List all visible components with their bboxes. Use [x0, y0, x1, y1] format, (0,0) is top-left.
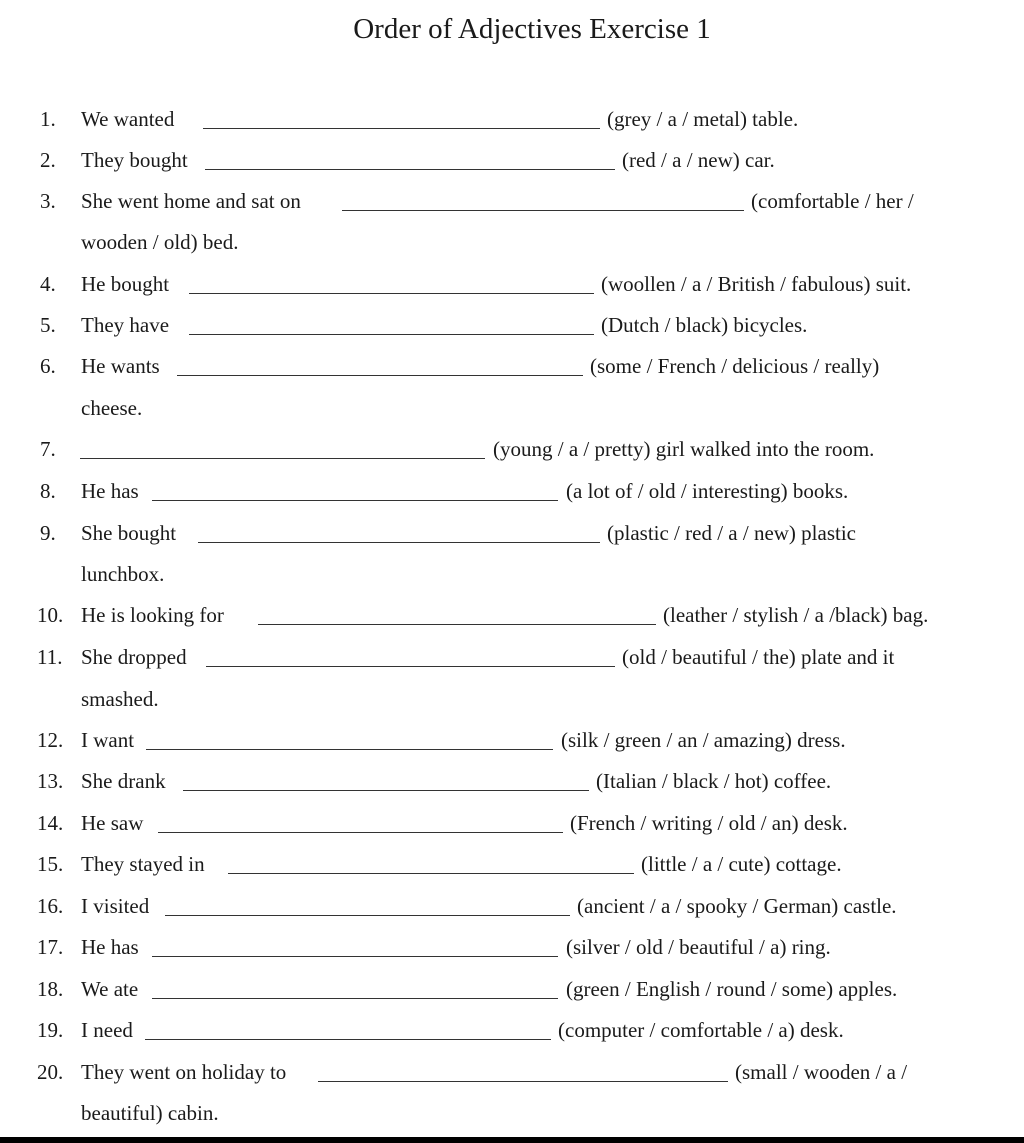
item-number: 12. — [37, 728, 64, 752]
item-text: I need — [81, 1018, 133, 1042]
item-number: 8. — [40, 479, 56, 503]
answer-blank[interactable] — [318, 1081, 728, 1082]
item-number: 19. — [37, 1018, 64, 1042]
answer-blank[interactable] — [146, 749, 553, 750]
item-hint: (woollen / a / British / fabulous) suit. — [601, 272, 912, 296]
item-continuation: smashed. — [81, 687, 159, 711]
item-number: 17. — [37, 935, 64, 959]
item-continuation: cheese. — [81, 396, 143, 420]
item-hint: (young / a / pretty) girl walked into the room. — [493, 437, 875, 461]
item-number: 7. — [40, 437, 56, 461]
item-continuation: lunchbox. — [81, 562, 165, 586]
item-number: 13. — [37, 769, 64, 793]
item-hint: (ancient / a / spooky / German) castle. — [577, 894, 897, 918]
item-text: He bought — [81, 272, 170, 296]
item-text: She drank — [81, 769, 166, 793]
answer-blank[interactable] — [165, 915, 570, 916]
answer-blank[interactable] — [145, 1039, 551, 1040]
answer-blank[interactable] — [152, 998, 558, 999]
item-text: They have — [81, 313, 170, 337]
item-hint: (old / beautiful / the) plate and it — [622, 645, 895, 669]
item-number: 2. — [40, 148, 56, 172]
item-hint: (small / wooden / a / — [735, 1060, 908, 1084]
answer-blank[interactable] — [183, 790, 589, 791]
answer-blank[interactable] — [206, 666, 615, 667]
item-number: 16. — [37, 894, 64, 918]
answer-blank[interactable] — [228, 873, 634, 874]
item-number: 10. — [37, 603, 64, 627]
item-number: 9. — [40, 521, 56, 545]
item-hint: (French / writing / old / an) desk. — [570, 811, 848, 835]
item-hint: (little / a / cute) cottage. — [641, 852, 842, 876]
item-hint: (comfortable / her / — [751, 189, 914, 213]
item-text: She dropped — [81, 645, 187, 669]
item-hint: (Dutch / black) bicycles. — [601, 313, 808, 337]
answer-blank[interactable] — [258, 624, 656, 625]
bottom-border — [0, 1137, 1024, 1143]
item-hint: (some / French / delicious / really) — [590, 354, 880, 378]
item-hint: (silk / green / an / amazing) dress. — [561, 728, 846, 752]
item-number: 1. — [40, 107, 56, 131]
item-text: She went home and sat on — [81, 189, 301, 213]
item-text: He wants — [81, 354, 160, 378]
item-text: They bought — [81, 148, 188, 172]
item-text: They stayed in — [81, 852, 205, 876]
item-number: 15. — [37, 852, 64, 876]
item-hint: (red / a / new) car. — [622, 148, 775, 172]
item-text: I visited — [81, 894, 150, 918]
answer-blank[interactable] — [152, 500, 558, 501]
answer-blank[interactable] — [152, 956, 558, 957]
item-text: We wanted — [81, 107, 175, 131]
item-hint: (plastic / red / a / new) plastic — [607, 521, 856, 545]
answer-blank[interactable] — [189, 334, 594, 335]
answer-blank[interactable] — [203, 128, 600, 129]
item-text: They went on holiday to — [81, 1060, 287, 1084]
item-hint: (silver / old / beautiful / a) ring. — [566, 935, 831, 959]
item-number: 3. — [40, 189, 56, 213]
answer-blank[interactable] — [205, 169, 615, 170]
item-number: 14. — [37, 811, 64, 835]
answer-blank[interactable] — [189, 293, 594, 294]
page-title: Order of Adjectives Exercise 1 — [353, 13, 711, 45]
item-number: 20. — [37, 1060, 64, 1084]
item-hint: (leather / stylish / a /black) bag. — [663, 603, 929, 627]
item-number: 11. — [37, 645, 63, 669]
item-hint: (Italian / black / hot) coffee. — [596, 769, 832, 793]
item-number: 6. — [40, 354, 56, 378]
item-hint: (computer / comfortable / a) desk. — [558, 1018, 844, 1042]
answer-blank[interactable] — [177, 375, 583, 376]
item-hint: (green / English / round / some) apples. — [566, 977, 898, 1001]
item-text: He is looking for — [81, 603, 224, 627]
item-text: We ate — [81, 977, 139, 1001]
item-continuation: beautiful) cabin. — [81, 1101, 219, 1125]
item-continuation: wooden / old) bed. — [81, 230, 239, 254]
item-number: 5. — [40, 313, 56, 337]
answer-blank[interactable] — [80, 458, 485, 459]
item-number: 4. — [40, 272, 56, 296]
item-text: He has — [81, 479, 139, 503]
answer-blank[interactable] — [342, 210, 744, 211]
answer-blank[interactable] — [158, 832, 563, 833]
item-text: He saw — [81, 811, 144, 835]
item-text: He has — [81, 935, 139, 959]
item-number: 18. — [37, 977, 64, 1001]
item-hint: (a lot of / old / interesting) books. — [566, 479, 849, 503]
answer-blank[interactable] — [198, 542, 600, 543]
item-text: I want — [81, 728, 135, 752]
item-hint: (grey / a / metal) table. — [607, 107, 799, 131]
item-text: She bought — [81, 521, 177, 545]
